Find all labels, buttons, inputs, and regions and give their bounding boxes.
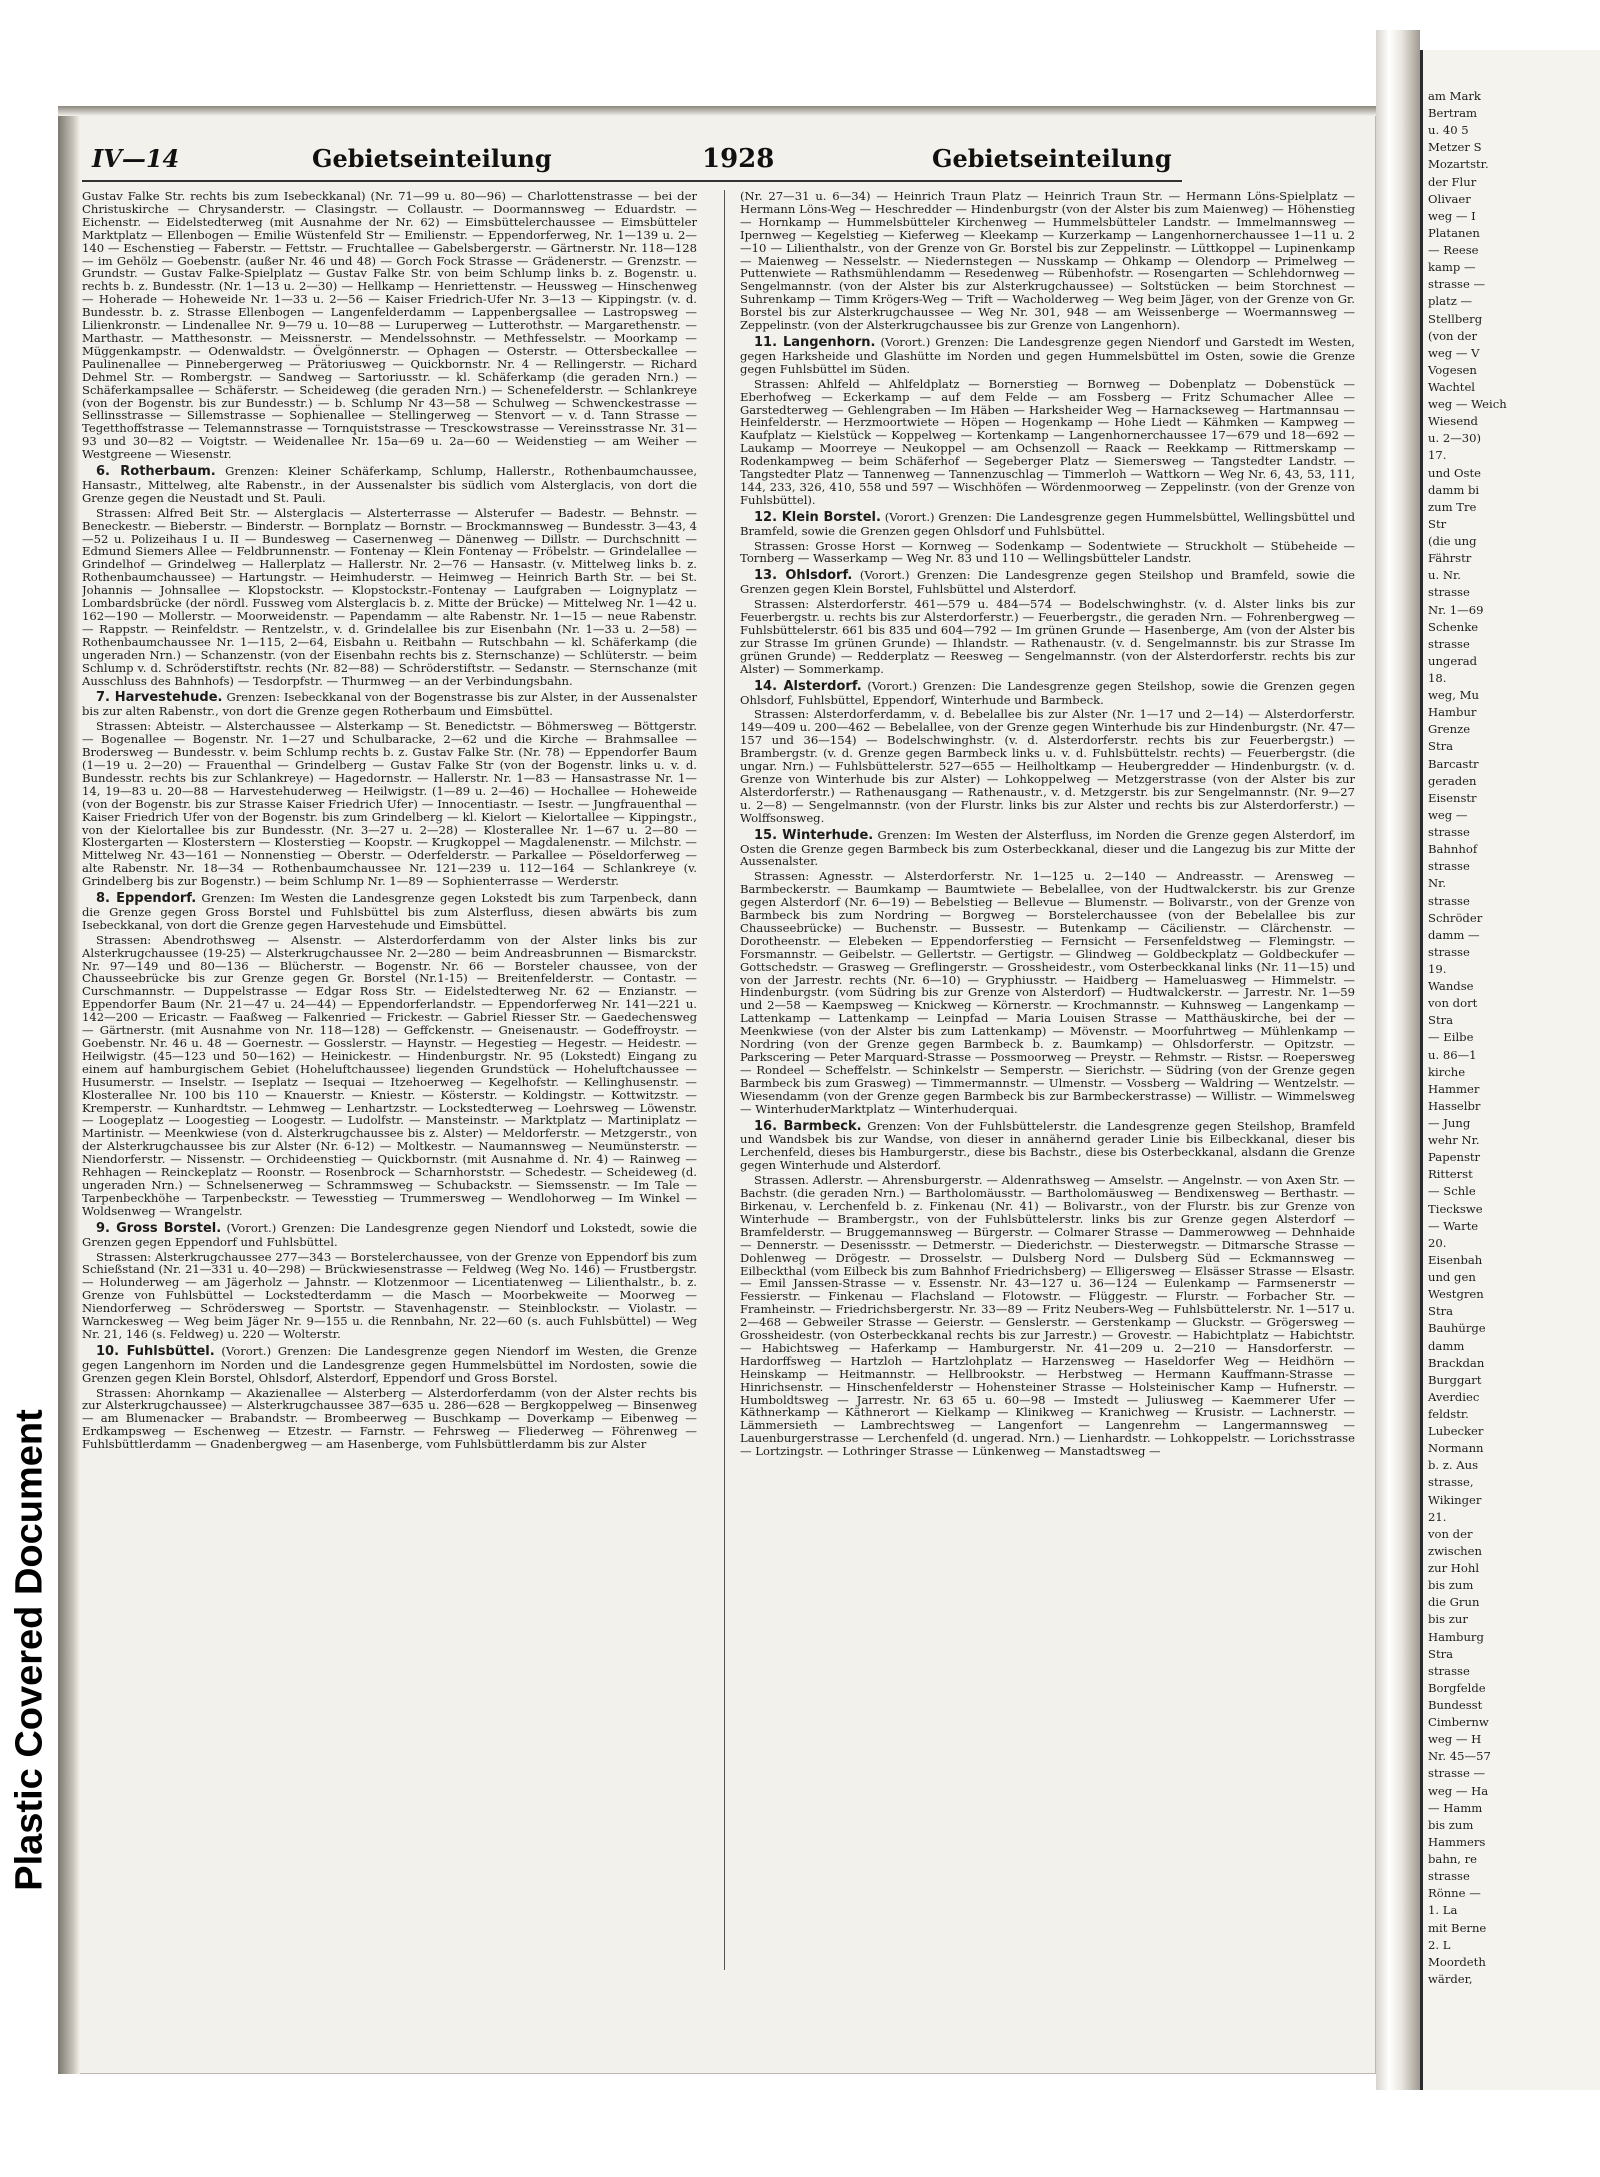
next-page-fragment: — Reese bbox=[1428, 243, 1479, 258]
district-boundary-paragraph bbox=[82, 1345, 697, 1385]
next-page-fragment: weg — H bbox=[1428, 1732, 1482, 1747]
next-page-fragment: u. 86—1 bbox=[1428, 1047, 1477, 1062]
next-page-fragment: bis zum bbox=[1428, 1578, 1474, 1593]
next-page-fragment: Nr. 1—69 bbox=[1428, 602, 1484, 617]
next-page-fragment: Hamburg bbox=[1428, 1629, 1484, 1644]
next-page-fragment: kamp — bbox=[1428, 260, 1476, 275]
next-page-fragment: Nr. bbox=[1428, 876, 1447, 891]
next-page-fragment: Wachtel bbox=[1428, 379, 1476, 394]
next-page-fragment: strasse bbox=[1428, 1663, 1470, 1678]
next-page-fragment: mit Berne bbox=[1428, 1920, 1487, 1935]
next-page-fragment: Bauhürge bbox=[1428, 1321, 1486, 1336]
header-left-title: Gebietseinteilung bbox=[312, 144, 552, 173]
next-page-fragment: Stra bbox=[1428, 1013, 1454, 1028]
district-streets: Strassen: Abteistr. — Alsterchaussee — Alsterkamp — St. Benedictstr. — Böhmersweg — Böttgerstr. — Bogenallee — Bogenstr. Nr. 1—27 und Schulbaracke, 2—62 und die Kirche — Brahmsallee — Brodersweg — Bundesstr. v. beim Schlump rechts b. z. Gustav Falke Str. (Nr. 78) — Eppendorfer Baum (1—19 u. 2—20) — Frauenthal — Grindelberg — Gustav Falke Str (von der Bogenstr. links u. v. d. Bundesstr. rechts bis zur Schlankreye) — Hagedornstr. — Hallerstr. Nr. 1—83 — Hansastrasse Nr. 1—14, 19—83 u. 20—88 — Harvestehuderweg — Heilwigstr. (1—89 u. 2—46) — Hochallee — Hoheweide (von der Bogenstr. bis zur Strasse Kaiser Friedrich Ufer) — Innocentiastr. — Isestr. — Jungfrauenthal — Kaiser Friedrich Ufer von der Bogenstr. bis zum Grindelberg — kl. Kielort — Kielortallee — Kippingstr., von der Kielortallee bis zur Bundesstr. (Nr. 3—27 u. 2—28) — Klosterallee Nr. 1—67 u. 2—80 — Klostergarten — Klosterstern — Klosterstieg — Koopstr. — Krugkoppel — Magdalenenstr. — Milchstr. — Mittelweg Nr. 43—161 — Nonnenstieg — Oberstr. — Oderfelderstr. — Parkallee — Pöseldorferweg — alte Rabenstr. Nr. 18—34 — Rothenbaumchaussee Nr. 121—239 u. 112—164 — Schlankreye (v. Grindelberg bis zur Bogenstr.) — beim Schlump Nr. 1—89 — Sophienterrasse — Werderstr. bbox=[82, 719, 697, 889]
next-page-fragment: wehr Nr. bbox=[1428, 1133, 1480, 1148]
district-streets: Strassen: Grosse Horst — Kornweg — Sodenkamp — Sodentwiete — Struckholt — Stübeheide — Tornberg — Wasserkamp — Weg Nr. 83 und 110 — Wellingsbütteler Landstr. bbox=[740, 538, 1355, 566]
page-number: IV—14 bbox=[92, 144, 180, 173]
district-boundary-paragraph bbox=[740, 569, 1355, 596]
next-page-fragment: wärder, bbox=[1428, 1971, 1473, 1986]
next-page-fragment: weg — I bbox=[1428, 208, 1476, 223]
district-streets: Strassen: Agnesstr. — Alsterdorferstr. Nr. 1—125 u. 2—140 — Andreasstr. — Arensweg — Barmbeckerstr. — Baumkamp — Baumtwiete — Bebelallee, von der Hudtwalckerstr. bis zur Grenze gegen Alsterdorf (Nr. 6—19) — Bebelstieg — Bellevue — Blumenstr. — Bolivarstr., von der Grenze von Barmbeck bis zum Nordring — Borgweg — Borstelerchaussee (von der Bebelallee bis zur Chausseebrücke) — Buchenstr. — Bussestr. — Butenkamp — Cäcilienstr. — Clärchenstr. — Dorotheenstr. — Elebeken — Eppendorferstieg — Fernsicht — Fersenfeldstweg — Flemingstr. — Forsmannstr. — Geibelstr. — Gellertstr. — Gertigstr. — Glindweg — Goldbeckplatz — Goldbeckufer — Gottschedstr. — Grasweg — Greflingerstr. — Grossheidestr., vom Osterbeckkanal links (Nr. 11—15) und von der Jarrestr. rechts (Nr. 6—10) — Gryphiusstr. — Haidberg — Hameluasweg — Himmelstr. — Hindenburgstr. (vom Südring bis zur Grenze von Alsterdorf) — Hudtwalckerstr. — Jarrestr. Nr. 1—59 und 2—58 — Kaempsweg — Knickweg — Körnerstr. — Krochmannstr. — Kuhnsweg — Langenkamp — Lattenkamp — Lattenkamp — Leinpfad — Maria Louisen Strasse — Matthäuskirche, bei der — Meenkwiese (von der Alster bis zum Lattenkamp) — Mövenstr. — Moorfuhrtweg — Mühlenkamp — Nordring (von der Grenze gegen Barmbeck b. z. Baumkamp) — Ohlsdorferstr. — Opitzstr. — Parkscering — Peter Marquard-Strasse — Possmoorweg — Preystr. — Rehmstr. — Ristsr. — Roepersweg — Rondeel — Scheffelstr. — Schinkelstr — Semperstr. — Sierichstr. — Südring (von der Grenze gegen Barmbeck bis zum Grasweg) — Timmermannstr. — Ulmenstr. — Vossberg — Waldring — Wentzelstr. — Wiesendamm (von der Grenze gegen Barmbeck bis zur Barmbeckerstrasse) — Willistr. — Wimmelsweg — WinterhuderMarktplatz — Winterhuderquai. bbox=[740, 869, 1355, 1116]
next-page-fragment: Papenstr bbox=[1428, 1150, 1481, 1165]
next-page-fragment: damm bbox=[1428, 1338, 1465, 1353]
next-page-fragment: 21. bbox=[1428, 1509, 1447, 1524]
next-page-fragment: Str bbox=[1428, 516, 1447, 531]
next-page-fragment: Bertram bbox=[1428, 106, 1478, 121]
next-page-fragment: (von der bbox=[1428, 328, 1478, 343]
next-page-fragment: strasse bbox=[1428, 825, 1470, 840]
next-page-fragment: Averdiec bbox=[1428, 1389, 1480, 1404]
district-heading: 14. Alsterdorf. bbox=[754, 678, 862, 694]
district-boundary: Grenzen: Isebeckkanal von der Bogenstrasse bis zur Alster, in der Aussenalster bis zur alten Rabenstr., von dort die Grenze gegen Rotherbaum und Eimsbüttel. bbox=[82, 690, 697, 719]
next-page-fragment: strasse — bbox=[1428, 277, 1486, 292]
next-page-fragment: Stra bbox=[1428, 739, 1454, 754]
next-page-fragment: Cimbernw bbox=[1428, 1715, 1489, 1730]
next-page-fragment: weg — bbox=[1428, 807, 1468, 822]
district-heading: 7. Harvestehude. bbox=[96, 690, 223, 706]
next-page-fragment: Hammer bbox=[1428, 1081, 1480, 1096]
district-streets: Strassen: Ahornkamp — Akazienallee — Alsterberg — Alsterdorferdamm (von der Alster rechts bis zur Alsterkrugchaussee) — Alsterkrugchaussee 387—635 u. 286—628 — Bergkoppelweg — Binsenweg — am Blumenacker — Brabandstr. — Brombeerweg — Buschkamp — Doverkamp — Eibenweg — Erdkampsweg — Eschenweg — Etzestr. — Farnstr. — Fehrsweg — Fliederweg — Föhrenweg — Fuhlsbüttlerdamm — Gnadenbergweg — am Hasenberge, vom Fuhlsbüttlerdamm bis zur Alster bbox=[82, 1385, 697, 1452]
next-page-fragment: kirche bbox=[1428, 1064, 1466, 1079]
district-boundary-paragraph bbox=[740, 511, 1355, 538]
next-page-fragment: und gen bbox=[1428, 1270, 1476, 1285]
next-page-fragment: strasse bbox=[1428, 893, 1470, 908]
district-boundary-paragraph bbox=[82, 465, 697, 505]
next-page-fragment: — Hamm bbox=[1428, 1800, 1483, 1815]
next-page-fragment: zur Hohl bbox=[1428, 1561, 1480, 1576]
district-heading: 8. Eppendorf. bbox=[96, 891, 197, 907]
next-page-fragment: Westgren bbox=[1428, 1287, 1484, 1302]
next-page-border bbox=[1420, 50, 1600, 2090]
next-page-fragment: strasse, bbox=[1428, 1475, 1474, 1490]
next-page-fragment: 2. L bbox=[1428, 1937, 1451, 1952]
next-page-fragment: Wikinger bbox=[1428, 1492, 1482, 1507]
next-page-fragment: 17. bbox=[1428, 448, 1447, 463]
next-page-fragment: Nr. 45—57 bbox=[1428, 1749, 1491, 1764]
district-boundary-paragraph bbox=[82, 1222, 697, 1249]
district-heading: 9. Gross Borstel. bbox=[96, 1220, 222, 1236]
next-page-fragment: platz — bbox=[1428, 294, 1473, 309]
next-page-fragment: Moordeth bbox=[1428, 1954, 1486, 1969]
next-page-fragment: damm bi bbox=[1428, 482, 1480, 497]
next-page-fragment: Ritterst bbox=[1428, 1167, 1473, 1182]
next-page-fragment: ungerad bbox=[1428, 653, 1478, 668]
next-page-fragment: (die ung bbox=[1428, 534, 1477, 549]
next-page-fragment: Borgfelde bbox=[1428, 1680, 1486, 1695]
intro-paragraph: (Nr. 27—31 u. 6—34) — Heinrich Traun Platz — Heinrich Traun Str. — Hermann Löns-Spielplatz — Hermann Löns-Weg — Heschredder — Hindenburgstr (von der Alster bis zum Maienweg) — Höhenstieg — Hornkamp — Hummelsbütteler Kirchenweg — Hummelsbütteler Landstr. — Immelmannsweg — Ipernweg — Kegelstieg — Kieferweg — Kleekamp — Kurzerkamp — Langenhornerchaussee 1—11 u. 2—10 — Lilienthalstr., von der Grenze von Gr. Borstel bis zur Zeppelinstr. — Lüttkoppel — Lupinenkamp — Maienweg — Nesselstr. — Niedernstegen — Nusskamp — Ohkamp — Olendorp — Primelweg — Puttenwiete — Rathsmühlendamm — Resedenweg — Rübenhofstr. — Rosengarten — Schlehdornweg — Sengelmannstr. (von der Alster bis zur Alsterkrugchaussee) — Soltstücken — beim Storchnest — Suhrenkamp — Timm Krögers-Weg — Trift — Wacholderweg — Weg beim Jäger, von der Grenze von Gr. Borstel bis zur Alsterkrugchaussee — Weg Nr. 301, 948 — am Weissenberge — Woermannsweg — Zeppelinstr. (von der Alsterkrugchaussee bis zur Grenze von Langenhorn). bbox=[740, 190, 1355, 333]
next-page-fragment: Mozartstr. bbox=[1428, 157, 1489, 172]
page-shadow-left bbox=[58, 106, 80, 2074]
page-header bbox=[82, 140, 1202, 184]
district-streets: Strassen: Abendrothsweg — Alsenstr. — Alsterdorferdamm von der Alster links bis zur Alsterkrugchaussee (19-25) — Alsterkrugchaussee Nr. 2—280 — beim Andreasbrunnen — Bismarckstr. Nr. 97—149 und 80—136 — Blücherstr. — Bogenstr. Nr. 66 — Borsteler chaussee, von der Chausseebrücke bis zur Grenze gegen Gr. Borstel (Nr.1-15) — Breitenfelderstr. — Contastr. — Curschmannstr. — Duppelstrasse — Edgar Ross Str. — Eidelstedterweg Nr. 62 — Enzianstr. — Eppendorfer Baum (Nr. 21—47 u. 24—44) — Eppendorferlandstr. — Eppendorferweg Nr. 141—221 u. 142—200 — Ericastr. — Faaßweg — Falkenried — Frickestr. — Gabriel Riesser Str. — Gaedechensweg — Gärtnerstr. (mit Ausnahme von Nr. 118—128) — Geffckenstr. — Gneisenaustr. — Godeffroystr. — Goebenstr. Nr. 46 u. 48 — Goernestr. — Gosslerstr. — Haynstr. — Hegestieg — Hegestr. — Heidestr. — Heilwigstr. (45—123 und 50—162) — Heinickestr. — Hindenburgstr. Nr. 95 (Lokstedt) Eingang zu einem auf hamburgischem Gebiet (Hoheluftchaussee) liegenden Grundstück — Hoheluftchaussee — Husumerstr. — Inselstr. — Iseplatz — Isequai — Itzehoerweg — Kegelhofstr. — Kellinghusenstr. — Klosterallee Nr. 100 bis 110 — Knauerstr. — Kniestr. — Kösterstr. — Koldingstr. — Kottwitzstr. — Kremperstr. — Kunhardtstr. — Lehmweg — Lenhartzstr. — Lockstedterweg — Loehrsweg — Löwenstr. — Loogeplatz — Loogestieg — Loogestr. — Ludolfstr. — Mansteinstr. — Marktplatz — Martiniplatz — Martinistr. — Meenkwiese (von d. Alsterkrugchaussee bis z. Alster) — Meldorferstr. — Metzgerstr., von der Alsterkrugchaussee bis zur Alster (Nr. 6-12) — Moltkestr. — Naumannsweg — Neumünsterstr. — Niendorferstr. — Nissenstr. — Orchideenstieg — Quickbornstr. (mit Ausnahme d. Nr. 4) — Rainweg — Rehhagen — Reinckeplatz — Roonstr. — Rosenbrock — Scharnhorststr. — Schedestr. — Scheideweg (d. ungeraden Nrn.) — Schnelsenerweg — Schrammsweg — Schubackstr. — Siemssenstr. — Im Tale — Tarpenbeckhöhe — Tarpenbeckstr. — Tewesstieg — Trummersweg — Wendlohorweg — Im Winkel — Woldsenweg — Wrangelstr. bbox=[82, 932, 697, 1218]
next-page-fragment: u. 40 5 bbox=[1428, 123, 1469, 138]
next-page-fragment: 18. bbox=[1428, 670, 1447, 685]
next-page-fragment: Burggart bbox=[1428, 1372, 1482, 1387]
next-page-fragment: die Grun bbox=[1428, 1595, 1480, 1610]
district-boundary: (Vorort.) Grenzen: Die Landesgrenze gegen Niendorf im Westen, die Grenze gegen Langenhorn im Norden und die Landesgrenze gegen Hummelsbüttel im Nordosten, sowie die Grenzen gegen Klein Borstel, Ohlsdorf, Alsterdorf, Eppendorf und Gross Borstel. bbox=[82, 1343, 697, 1385]
district-streets: Strassen: Ahlfeld — Ahlfeldplatz — Bornerstieg — Bornweg — Dobenplatz — Dobenstück — Eberhofweg — Eckerkamp — auf dem Felde — am Fossberg — Fritz Schumacher Allee — Garstedterweg — Gehlengraben — Im Häben — Harksheider Weg — Harnackseweg — Hartmannsau — Heinfelderstr. — Herzmoortwiete — Höpen — Hogenkamp — Hohe Liedt — Kähmken — Kampweg — Kaufplatz — Kielstück — Koppelweg — Kortenkamp — Langenhornerchaussee 17—679 und 18—692 — Laukamp — Moorreye — Neukoppel — am Ochsenzoll — Raack — Reekkamp — Rittmerskamp — Rodenkampweg — beim Schäferhof — Segeberger Platz — Siemersweg — Tangstedter Landstr. — Tangstedter Platz — Tannenweg — Tannenzuschlag — Timmerloh — Wattkorn — Weg Nr. 6, 43, 53, 111, 144, 233, 326, 410, 558 und 597 — Wischhöfen — Wördenmoorweg — Zeppelinstr. (von der Grenze von Fuhlsbüttel). bbox=[740, 376, 1355, 507]
book-binding bbox=[1376, 30, 1420, 2090]
next-page-fragment: — Jung bbox=[1428, 1116, 1471, 1131]
district-boundary-paragraph bbox=[740, 680, 1355, 707]
district-streets: Strassen. Adlerstr. — Ahrensburgerstr. — Aldenrathsweg — Amselstr. — Angelnstr. — von Axen Str. — Bachstr. (die geraden Nrn.) — Bartholomäusstr. — Bartholomäusweg — Bendixensweg — Berthastr. — Birkenau, v. Lerchenfeld b. z. Finkenau (Nr. 41) — Bolivarstr., von der Flurstr. bis zur Grenze von Winterhude — Brambergstr., von der Fuhlsbüttelerstr. links bis zur Grenze gegen Alsterdorf — Bramfelderstr. — Bruggemannsweg — Bürgerstr. — Colmarer Strasse — Dammerowweg — Dehnhaide — Dennerstr. — Desenissstr. — Detmerstr. — Diederichstr. — Diesterwegstr. — Ditmarsche Strasse — Dohlenweg — Drögestr. — Drosselstr. — Dulsberg Nord — Dulsberg Süd — Eckmannsweg — Eilbeckthal (vom Eilbeck bis zum Bahnhof Friedrichsberg) — Elligersweg — Elsässer Strasse — Elsastr. — Emil Janssen-Strasse — v. Essenstr. Nr. 43—127 u. 36—124 — Eulenkamp — Farmsenerstr — Fessierstr. — Finkenau — Flachsland — Flotowstr. — Flüggestr. — Flurstr. — Forbacher Str. — Framheinstr. — Friedrichsbergerstr. Nr. 33—89 — Fritz Neubers-Weg — Fuhlsbüttelerstr. Nr. 1—517 u. 2—468 — Gebweiler Strasse — Geierstr. — Genslerstr. — Gerstenkamp — Gluckstr. — Grögersweg — Grossheidestr. (von Osterbeckkanal rechts bis zur Jarrestr.) — Grovestr. — Habichtplatz — Habichtstr. — Habichtsweg — Haferkamp — Hamburgerstr. Nr. 41—209 u. 2—210 — Hansdorferstr. — Hardorffsweg — Hartzloh — Hartzlohplatz — Harzensweg — Haseldorfer Weg — Heidhörn — Heinskamp — Heitmannstr. — Hellbrookstr. — Herbstweg — Hermann Kauffmann-Strasse — Hinrichsenstr. — Hinschenfelderstr — Hohensteiner Strasse — Holsteinischer Kamp — Hufnerstr. — Humboldtsweg — Jarrestr. Nr. 63 65 u. 60—98 — Imstedt — Juliusweg — Kaemmerer Ufer — Käthnerkamp — Käthnerort — Kielkamp — Klinikweg — Kranichweg — Krusistr. — Lachnerstr. — Lämmersieth — Lambrechtsweg — Langenfort — Langenrehm — Langermannsweg — Lauenburgerstrasse — Lerchenfeld (d. ungerad. Nrn.) — Lienhardstr. — Lohkoppelstr. — Lorichsstrasse — Lortzingstr. — Lothringer Strasse — Lünkenweg — Manstadtsweg — bbox=[740, 1173, 1355, 1459]
district-boundary: (Vorort.) Grenzen: Die Landesgrenze gegen Niendorf und Garstedt im Westen, gegen Harksheide und Glashütte im Norden und gegen Hummelsbüttel im Osten, sowie die Grenze gegen Fuhlsbüttel im Süden. bbox=[740, 334, 1355, 376]
header-rule bbox=[82, 180, 1182, 182]
next-page-fragment: Bundesst bbox=[1428, 1698, 1483, 1712]
next-page-fragment: weg — Weich bbox=[1428, 397, 1507, 412]
next-page-fragment: Brackdan bbox=[1428, 1355, 1485, 1370]
next-page-fragment: geraden bbox=[1428, 773, 1477, 788]
district-boundary: (Vorort.) Grenzen: Die Landesgrenze gegen Hummelsbüttel, Wellingsbüttel und Bramfeld, sowie die Grenzen gegen Ohlsdorf und Fuhlsbüttel. bbox=[740, 509, 1355, 538]
next-page-fragment: bis zur bbox=[1428, 1612, 1468, 1627]
next-page-fragment: von dort bbox=[1428, 996, 1478, 1011]
header-year: 1928 bbox=[702, 144, 775, 174]
next-page-fragment: Barcastr bbox=[1428, 756, 1479, 771]
district-boundary: Grenzen: Im Westen der Alsterfluss, im Norden die Grenze gegen Alsterdorf, im Osten die Grenze gegen Barmbeck bis zum Osterbeckkanal, dieser und die Langezug bis zur Mitte der Aussenalster. bbox=[740, 827, 1355, 869]
district-boundary-paragraph bbox=[740, 1120, 1355, 1173]
next-page-fragment: b. z. Aus bbox=[1428, 1458, 1479, 1473]
district-boundary: Grenzen: Kleiner Schäferkamp, Schlump, Hallerstr., Rothenbaumchaussee, Hansastr., Mittelweg, alte Rabenstr., in der Aussenalster bis südlich vom Alsterglacis, von dort die Grenze gegen die Neustadt und St. Pauli. bbox=[82, 464, 697, 505]
next-page-fragment: — Schle bbox=[1428, 1184, 1476, 1199]
next-page-fragment: der Flur bbox=[1428, 174, 1477, 189]
next-page-fragment: strasse bbox=[1428, 585, 1470, 600]
next-page-fragment: Eisenbah bbox=[1428, 1252, 1483, 1267]
district-streets: Strassen: Alsterdorferstr. 461—579 u. 484—574 — Bodelschwinghstr. (v. d. Alster links bis zur Feuerbergstr. u. rechts bis zur Alsterdorferstr.) — Feuerbergstr., die geraden Nrn. — Fohrenbergweg — Fuhlsbüttelerstr. 661 bis 835 und 604—792 — Im grünen Grunde — Hasenberge, Am (von der Alster bis zur Strasse Im grünen Grunde) — Ihlandstr. — Rathenaustr. (v. d. Sengelmannstr. bis zur Strasse Im grünen Grunde) — Redderplatz — Reesweg — Sengelmannstr. (von der Alsterdorferstr. rechts bis zur Alster) — Sommerkamp. bbox=[740, 597, 1355, 676]
next-page-fragment: zwischen bbox=[1428, 1543, 1482, 1558]
district-boundary: (Vorort.) Grenzen: Die Landesgrenze gegen Steilshop und Bramfeld, sowie die Grenzen gegen Klein Borstel, Fuhlsbüttel und Alsterdorf. bbox=[740, 568, 1355, 597]
next-page-fragment: — Eilbe bbox=[1428, 1030, 1474, 1045]
district-boundary: (Vorort.) Grenzen: Die Landesgrenze gegen Niendorf und Lokstedt, sowie die Grenzen gegen Eppendorf und Fuhlsbüttel. bbox=[82, 1220, 697, 1249]
next-page-fragment: Bahnhof bbox=[1428, 842, 1478, 857]
next-page-fragment: Vogesen bbox=[1428, 362, 1477, 377]
next-page-fragment: Stra bbox=[1428, 1304, 1454, 1319]
side-label-text: Plastic Covered Document bbox=[8, 1409, 51, 1891]
next-page-fragment: am Mark bbox=[1428, 89, 1481, 103]
side-label bbox=[0, 1200, 60, 2100]
district-boundary-paragraph bbox=[740, 829, 1355, 869]
next-page-fragment: und Oste bbox=[1428, 465, 1482, 480]
district-heading: 15. Winterhude. bbox=[754, 827, 874, 843]
next-page-fragment: bis zum bbox=[1428, 1817, 1474, 1832]
district-streets: Strassen: Alfred Beit Str. — Alsterglacis — Alsterterrasse — Alsterufer — Badestr. — Behnstr. — Beneckestr. — Bieberstr. — Binderstr. — Bornplatz — Bornstr. — Brockmannsweg — Bundesstr. 3—43, 4—52 u. Polizeihaus I u. II — Bundesweg — Casernenweg — Dänenweg — Dillstr. — Durchschnitt — Edmund Siemers Allee — Feldbrunnenstr. — Fontenay — Klein Fontenay — Fröbelstr. — Grindelallee — Grindelhof — Grindelweg — Hallerplatz — Hallerstr. Nr. 2—76 — Hansastr. (v. Mittelweg links b. z. Rothenbaumchaussee) — Hartungstr. — Heimhuderstr. — Heimweg — Heinrich Barth Str. — bei St. Johannis — Johnsallee — Klopstockstr. — Klopstockstr.-Fontenay — Laufgraben — Loignyplatz — Lombardsbrücke (der nördl. Fussweg vom Alsterglacis b. z. Mitte der Brücke) — Mittelweg Nr. 1—42 u. 162—190 — Mollerstr. — Moorweidenstr. — Papendamm — alte Rabenstr. Nr. 1—15 — neue Rabenstr. — Rappstr. — Reinfeldstr. — Rentzelstr., v. d. Grindelallee bis zur Eisenbahn (Nr. 1—33 u. 2—58) — Rothenbaumchaussee Nr. 1—115, 2—64, Eisbahn u. Reitbahn — Rutschbahn — kl. Schäferkamp (die ungeraden Nrn.) — Schanzenstr. (von der Eisenbahn rechts bis z. Sternschanze) — Schlüterstr. — beim Schlump v. d. Schröderstiftstr. rechts (Nr. 82—88) — Schröderstiftstr. — Sedanstr. — Sternschanze (mit Ausschluss des Bahnhofs) — Tesdorpfstr. — Thurmweg — an der Verbindungsbahn. bbox=[82, 505, 697, 688]
next-page-fragment: Olivaer bbox=[1428, 191, 1471, 206]
district-streets: Strassen: Alsterdorferdamm, v. d. Bebelallee bis zur Alster (Nr. 1—17 und 2—14) — Alsterdorferstr. 149—409 u. 200—462 — Bebelallee, von der Grenze gegen Winterhude bis zur Hindenburgstr. (Nr. 47—157 und 36—154) — Bodelschwinghstr. (v. d. Alsterdorferstr. rechts bis zur Feuerbergstr.) — Brambergstr. (v. d. Grenze gegen Barmbeck links u. v. d. Fuhlsbüttelstr. rechts) — Feuerbergstr. (die ungar. Nrn.) — Fuhlsbüttelerstr. 527—655 — Heilholtkamp — Heubergredder — Hindenburgstr. (v. d. Grenze von Winterhude bis zur Alster) — Lohkoppelweg — Metzgerstrasse (von der Alster bis zur Alsterdorferstr.) — Rathenausgang — Rathenaustr., v. d. Metzgerstr. bis zur Sengelmannstr. (Nr. 9—27 u. 2—8) — Sengelmannstr. (von der Flurstr. links bis zur Alster und rechts bis zur Alsterdorferstr.) — Wolffsonsweg. bbox=[740, 707, 1355, 825]
next-page-fragment: Normann bbox=[1428, 1441, 1484, 1456]
next-page-fragment: Stra bbox=[1428, 1646, 1454, 1661]
next-page-fragment: u. Nr. bbox=[1428, 568, 1461, 583]
next-page-fragment: strasse bbox=[1428, 636, 1470, 651]
next-page-fragment: Hasselbr bbox=[1428, 1098, 1481, 1113]
next-page-fragment: weg — Ha bbox=[1428, 1783, 1489, 1798]
next-page-fragment: von der bbox=[1428, 1526, 1473, 1541]
next-page-fragment: Wandse bbox=[1428, 979, 1474, 994]
district-streets: Strassen: Alsterkrugchaussee 277—343 — Borstelerchaussee, von der Grenze von Eppendorf bis zum Schießstand (Nr. 21—331 u. 40—298) — Brückwiesenstrasse — Feldweg (Weg No. 146) — Frustbergstr. — Holunderweg — am Jägerholz — Jahnstr. — Klotzenmoor — Licentiatenweg — Lilienthalstr., b. z. Grenze von Fuhlsbüttel — Lockstedterdamm — die Masch — Moorbekweite — Moorweg — Niendorferweg — Schrödersweg — Sportstr. — Stavenhagenstr. — Steinblockstr. — Violastr. — Warnckesweg — Weg beim Jäger Nr. 9—155 u. die Rennbahn, Nr. 22—60 (s. auch Fuhlsbüttel) — Weg Nr. 21, 146 (s. Feldweg) u. 220 — Wolterstr. bbox=[82, 1249, 697, 1341]
district-heading: 10. Fuhlsbüttel. bbox=[96, 1343, 215, 1359]
left-column bbox=[82, 190, 697, 1975]
next-page-fragment: Schenke bbox=[1428, 619, 1479, 634]
district-boundary: (Vorort.) Grenzen: Die Landesgrenze gegen Steilshop, sowie die Grenzen gegen Ohlsdorf, Fuhlsbüttel, Eppendorf, Winterhude und Barmbeck. bbox=[740, 678, 1355, 707]
next-page-fragment: 20. bbox=[1428, 1235, 1447, 1250]
next-page-fragment: Hammers bbox=[1428, 1834, 1486, 1849]
district-heading: 12. Klein Borstel. bbox=[754, 509, 881, 525]
next-page-fragment: 19. bbox=[1428, 961, 1447, 976]
next-page-fragment: Metzer S bbox=[1428, 140, 1482, 155]
next-page-fragment: zum Tre bbox=[1428, 499, 1477, 514]
intro-paragraph: Gustav Falke Str. rechts bis zum Isebeckkanal) (Nr. 71—99 u. 80—96) — Charlottenstrasse — bei der Christuskirche — Chrysanderstr. — Clasingstr. — Collaustr. — Doormannsweg — Eduardstr. — Eichenstr. — Eidelstedterweg (mit Ausnahme der Nr. 62) — Eimsbüttelerchaussee — Eimsbütteler Marktplatz — Ellenbogen — Emilie Wüstenfeld Str — Emilienstr. — Eppendorferweg, Nr. 1—139 u. 2—140 — Eschenstieg — Faberstr. — Fettstr. — Fruchtallee — Gabelsbergerstr. — Gärtnerstr. Nr. 118—128 — im Gehölz — Goebenstr. (außer Nr. 46 und 48) — Gorch Fock Strasse — Grädenerstr. — Grenzstr. — Grundstr. — Gustav Falke-Spielplatz — Gustav Falke Str. von beim Schlump links b. z. Bogenstr. u. rechts b. z. Bundesstr. (Nr. 1—13 u. 2—30) — Hellkamp — Henriettenstr. — Heussweg — Hinschenweg — Hoherade — Hoheweide Nr. 1—33 u. 2—56 — Kaiser Friedrich-Ufer Nr. 3—13 — Kippingstr. (v. d. Bundesstr. b. z. Strasse Ellenbogen — Langenfelderdamm — Lappenbergsallee — Lastropsweg — Lilienkronstr. — Lindenallee Nr. 9—79 u. 10—88 — Luruperweg — Lutterothstr. — Margarethenstr. — Marthastr. — Matthesonstr. — Meissnerstr. — Mendelssohnstr. — Methfesselstr. — Moorkamp — Müggenkampstr. — Odenwaldstr. — Övelgönnerstr. — Ophagen — Osterstr. — Ottersbeckallee — Paulinenallee — Pinnebergerweg — Prätoriusweg — Quickbornstr. Nr. 4 — Rellingerstr. — Richard Dehmel Str. — Rombergstr. — Sandweg — Sartoriusstr. — kl. Schäferkamp (die geraden Nrn.) — Schäferkampsallee — Schäferstr. — Scheideweg (die geraden Nrn.) — Schenefelderstr. — Schlankreye (von der Bogenstr. bis zur Bundesstr.) — b. Schlump Nr 43—58 — Schulweg — Schwenckestrasse — Sellinsstrasse — Sillemstrasse — Sophienallee — Stellingerweg — Stenvort — v. d. Tann Strasse — Tegetthoffstrasse — Telemannstrasse — Tornquiststrasse — Tresckowstrasse — Vereinsstrasse Nr. 31—93 und 30—82 — Voigtstr. — Weidenallee Nr. 15a—69 u. 2a—60 — Weidenstieg — am Weiher — Westgreene — Wiesenstr. bbox=[82, 190, 697, 462]
district-boundary-paragraph bbox=[82, 691, 697, 718]
next-page-fragment: 1. La bbox=[1428, 1903, 1458, 1918]
district-heading: 6. Rotherbaum. bbox=[96, 464, 216, 480]
next-page-fragment: weg, Mu bbox=[1428, 688, 1479, 703]
next-page-fragment: feldstr. bbox=[1428, 1407, 1469, 1422]
next-page-fragment: strasse bbox=[1428, 1869, 1470, 1884]
next-page-fragment: Wiesend bbox=[1428, 414, 1478, 429]
district-boundary-paragraph bbox=[82, 892, 697, 932]
page-shadow-top bbox=[58, 106, 1376, 116]
next-page-fragment: bahn, re bbox=[1428, 1852, 1478, 1867]
next-page-fragment: Schröder bbox=[1428, 910, 1483, 925]
district-heading: 16. Barmbeck. bbox=[754, 1118, 862, 1134]
next-page-fragment: Grenze bbox=[1428, 722, 1471, 737]
next-page-fragment: Tieckswe bbox=[1428, 1201, 1483, 1216]
right-column bbox=[740, 190, 1355, 1975]
next-page-fragment: Stellberg bbox=[1428, 311, 1483, 326]
header-right-title: Gebietseinteilung bbox=[932, 144, 1172, 173]
next-page-fragment: Eisenstr bbox=[1428, 790, 1477, 805]
next-page-fragment: Rönne — bbox=[1428, 1886, 1481, 1901]
next-page-fragment: — Warte bbox=[1428, 1218, 1479, 1233]
district-boundary: Grenzen: Im Westen die Landesgrenze gegen Lokstedt bis zum Tarpenbeck, dann die Grenze gegen Gross Borstel und Fuhlsbüttel bis zum Alsterfluss, diesen abwärts bis zum Isebeckkanal, von dort die Grenze gegen Harvestehude und Eimsbüttel. bbox=[82, 891, 697, 932]
next-page-fragment: Lubecker bbox=[1428, 1424, 1484, 1439]
district-boundary-paragraph bbox=[740, 336, 1355, 376]
next-page-fragment: damm — bbox=[1428, 927, 1480, 942]
next-page-fragment: Fährstr bbox=[1428, 551, 1472, 566]
next-page-fragment: strasse — bbox=[1428, 1766, 1486, 1781]
next-page-fragment: strasse bbox=[1428, 944, 1470, 959]
next-page-fragment: weg — V bbox=[1428, 345, 1480, 360]
next-page-fragment: Platanen bbox=[1428, 225, 1480, 240]
district-boundary: Grenzen: Von der Fuhlsbüttelerstr. die Landesgrenze gegen Steilshop, Bramfeld und Wandsbek bis zur Wandse, von dieser in annähernd gerader Linie bis Eilbeckkanal, dieser bis Lerchenfeld, dieses bis Hamburgerstr., diese bis Bachstr., diese bis Osterbeckkanal, alsdann die Grenze gegen Winterhude und Alsterdorf. bbox=[740, 1118, 1355, 1173]
next-page-fragment: u. 2—30) bbox=[1428, 431, 1482, 446]
next-page-fragment: Hambur bbox=[1428, 705, 1477, 720]
next-page-fragment: strasse bbox=[1428, 859, 1470, 874]
column-divider bbox=[724, 190, 725, 1970]
district-heading: 11. Langenhorn. bbox=[754, 334, 876, 350]
district-heading: 13. Ohlsdorf. bbox=[754, 568, 853, 584]
